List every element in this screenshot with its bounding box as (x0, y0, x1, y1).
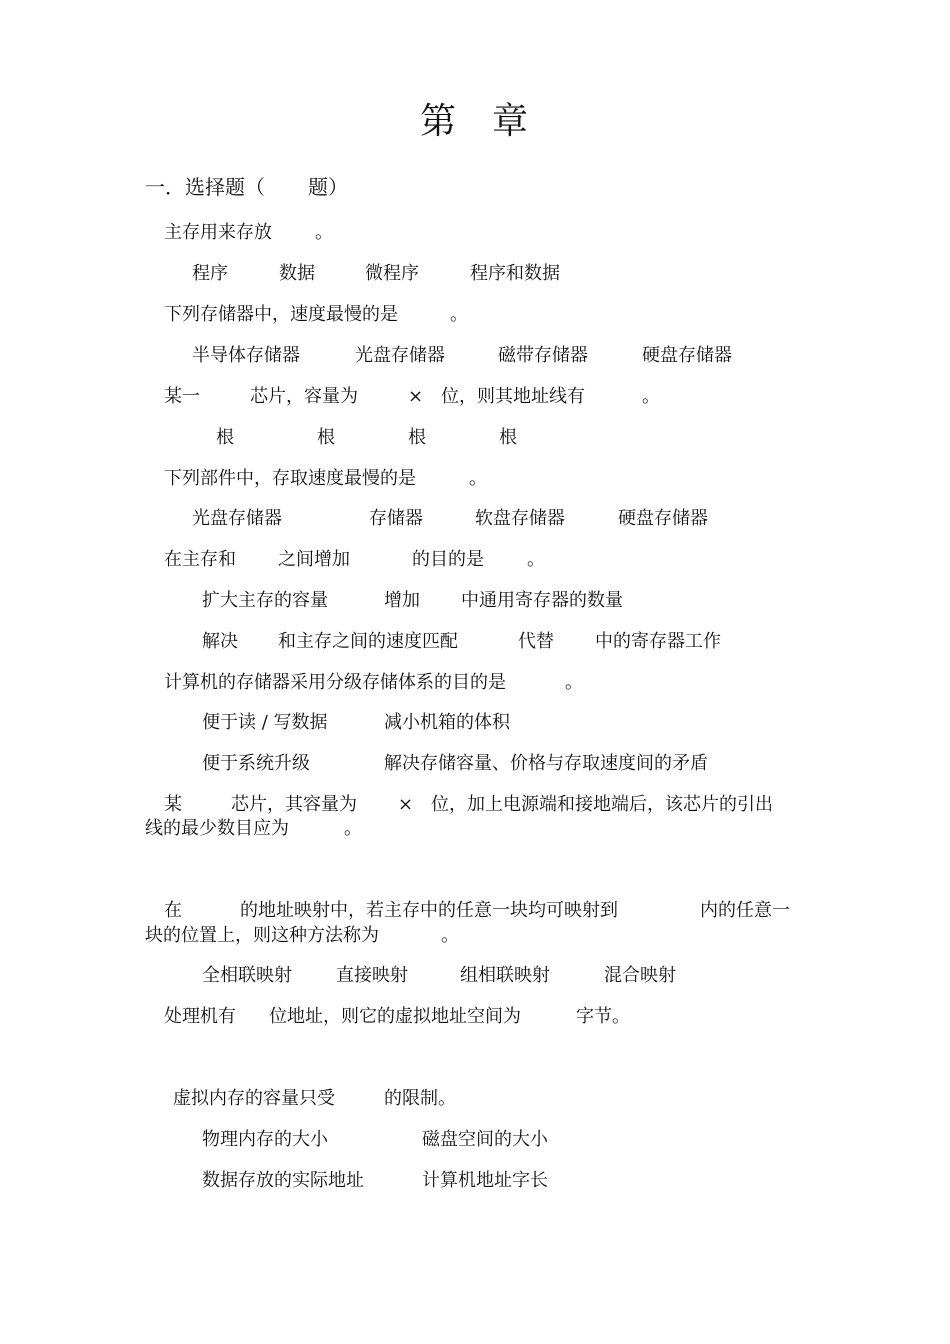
section-heading-prefix: 一．选择题（ (145, 175, 265, 199)
question-end: 。 (344, 818, 362, 839)
question-end: 。 (565, 672, 583, 693)
option: 解决 (202, 631, 238, 652)
option: 解决存储容量、价格与存取速度间的矛盾 (384, 753, 708, 774)
option: 硬盘存储器 (642, 345, 732, 366)
question-end: 。 (315, 222, 333, 243)
chapter-title-part: 章 (492, 101, 531, 142)
question-end: 。 (469, 468, 487, 489)
option: 硬盘存储器 (618, 508, 708, 529)
option: 光盘存储器 (192, 508, 282, 529)
option: 便于系统升级 (202, 753, 310, 774)
question-stem: 芯片，容量为 (250, 386, 358, 407)
option: 和主存之间的速度匹配 (278, 631, 458, 652)
question-stem: 块的位置上，则这种方法称为 (145, 925, 379, 946)
question-stem: 处理机有 (164, 1006, 236, 1027)
option: 减小机箱的体积 (384, 712, 510, 733)
option: 根 (216, 427, 234, 448)
question-stem: 内的任意一 (700, 900, 790, 921)
option: 直接映射 (336, 965, 408, 986)
question-stem: 芯片，其容量为 (231, 794, 357, 815)
question-stem: 的目的是 (412, 549, 484, 570)
option: 磁盘空间的大小 (422, 1129, 548, 1150)
option: 根 (408, 427, 426, 448)
option: 软盘存储器 (475, 508, 565, 529)
times-sign: × (408, 386, 424, 407)
option: 物理内存的大小 (202, 1129, 328, 1150)
option: 混合映射 (604, 965, 676, 986)
question-stem: 之间增加 (278, 549, 350, 570)
option: 数据 (279, 263, 315, 284)
option: 中通用寄存器的数量 (461, 590, 623, 611)
option: 根 (499, 427, 517, 448)
option: 磁带存储器 (498, 345, 588, 366)
question-stem: 位，加上电源端和接地端后，该芯片的引出 (431, 794, 773, 815)
option: 程序和数据 (470, 263, 560, 284)
question-stem: 某 (164, 794, 182, 815)
question-stem: 下列部件中，存取速度最慢的是 (164, 468, 416, 489)
question-stem: 位，则其地址线有 (441, 386, 585, 407)
option: 存储器 (369, 508, 423, 529)
option: 全相联映射 (202, 965, 292, 986)
option: 增加 (384, 590, 420, 611)
question-end: 。 (527, 549, 545, 570)
option: 中的寄存器工作 (595, 631, 721, 652)
option: 计算机地址字长 (422, 1170, 548, 1191)
option: 程序 (192, 263, 228, 284)
question-stem: 线的最少数目应为 (145, 818, 289, 839)
section-heading-suffix: 题） (308, 175, 348, 199)
question-stem: 在 (164, 900, 182, 921)
option: 数据存放的实际地址 (202, 1170, 364, 1191)
question-end: 。 (450, 304, 468, 325)
option: 便于读 / 写数据 (202, 712, 328, 733)
option: 组相联映射 (460, 965, 550, 986)
option: 半导体存储器 (192, 345, 300, 366)
chapter-title-part: 第 (419, 101, 458, 142)
option: 微程序 (365, 263, 419, 284)
question-stem: 位地址，则它的虚拟地址空间为 (269, 1006, 521, 1027)
option: 根 (317, 427, 335, 448)
question-stem: 的限制。 (384, 1088, 456, 1109)
question-stem: 虚拟内存的容量只受 (173, 1088, 335, 1109)
option: 代替 (518, 631, 554, 652)
question-stem: 某一 (164, 386, 200, 407)
option: 扩大主存的容量 (202, 590, 328, 611)
chapter-title (0, 100, 950, 144)
question-stem: 的地址映射中，若主存中的任意一块均可映射到 (240, 900, 618, 921)
question-stem: 主存用来存放 (164, 222, 272, 243)
question-stem: 下列存储器中，速度最慢的是 (164, 304, 398, 325)
option: 光盘存储器 (355, 345, 445, 366)
times-sign: × (398, 794, 414, 815)
question-stem: 字节。 (576, 1006, 630, 1027)
question-stem: 计算机的存储器采用分级存储体系的目的是 (164, 672, 506, 693)
question-end: 。 (642, 386, 660, 407)
question-stem: 在主存和 (164, 549, 236, 570)
question-end: 。 (441, 925, 459, 946)
